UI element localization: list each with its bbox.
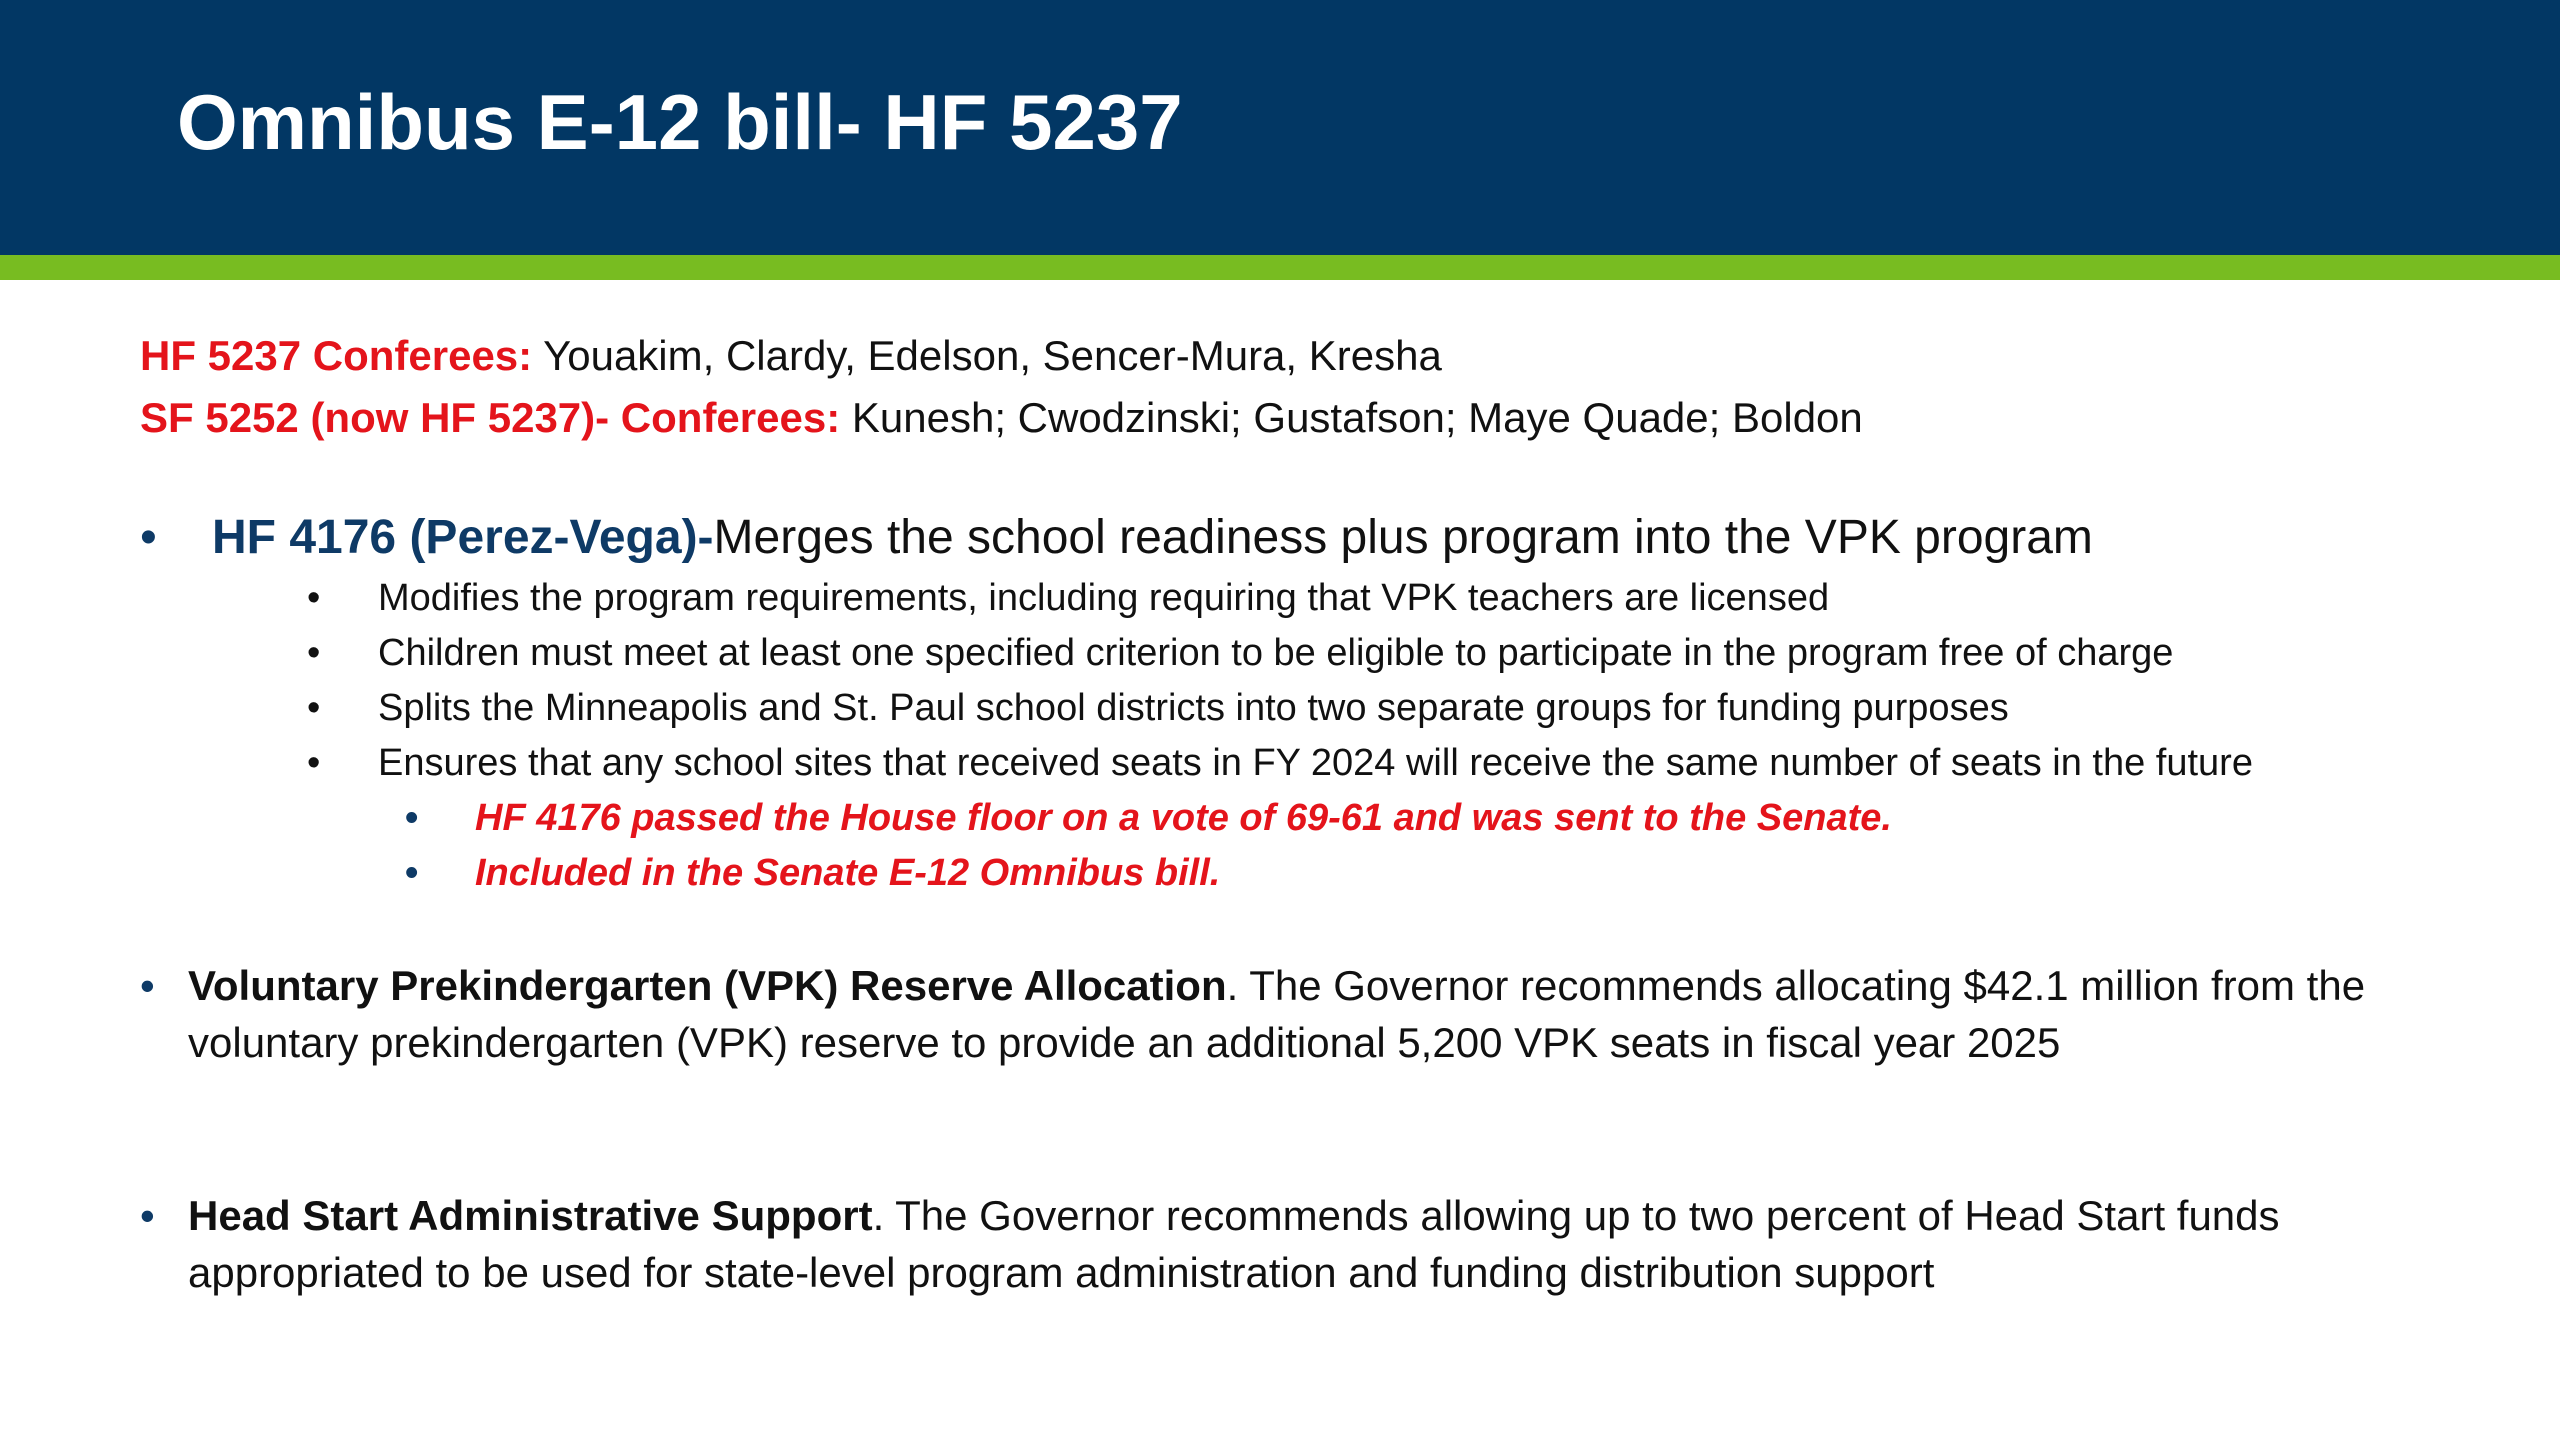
item-text: . The Governor recommends allowing up to two percent of Head Start funds appropriated to be used for state-level program administration and funding distribution support (188, 1192, 2280, 1296)
bill-status: HF 4176 passed the House floor on a vote of 69-61 and was sent to the Senate. (475, 797, 1892, 839)
bill-id: HF 4176 (Perez-Vega)- (212, 511, 714, 564)
bullet-icon: • (405, 797, 419, 839)
bill-section (140, 505, 2440, 901)
bill-point: Splits the Minneapolis and St. Paul school districts into two separate groups for funding purposes (378, 687, 2009, 729)
conferees-line-house (140, 325, 1863, 387)
bill-heading (140, 505, 2440, 571)
bill-point: Children must meet at least one specified criterion to be eligible to participate in the program free of charge (378, 632, 2174, 674)
bill-point: Modifies the program requirements, including requiring that VPK teachers are licensed (378, 577, 1830, 619)
bullet-icon: • (140, 962, 155, 1009)
bullet-icon: • (307, 577, 321, 619)
bill-status: Included in the Senate E-12 Omnibus bill. (475, 852, 1221, 894)
conferees-line-senate (140, 387, 1863, 449)
bullet-icon: • (307, 742, 321, 784)
bullet-icon: • (307, 632, 321, 674)
list-item (307, 626, 2440, 681)
accent-bar (0, 255, 2560, 280)
bullet-icon: • (405, 852, 419, 894)
conferees-label: HF 5237 Conferees: (140, 332, 533, 379)
vpk-reserve-item (140, 957, 2408, 1071)
conferees-block (140, 325, 1863, 449)
bullet-icon: • (307, 687, 321, 729)
conferees-label: SF 5252 (now HF 5237)- Conferees: (140, 394, 841, 441)
item-text: . The Governor recommends allocating $42.1 million from the voluntary prekindergarten (VPK) reserve to provide an additional 5,200 VPK seats in fiscal year 2025 (188, 962, 2366, 1066)
header-band (0, 0, 2560, 255)
bill-points-list (307, 571, 2440, 901)
bullet-icon: • (140, 1192, 155, 1239)
item-lead: Head Start Administrative Support (188, 1192, 873, 1239)
list-item (307, 681, 2440, 736)
item-lead: Voluntary Prekindergarten (VPK) Reserve Allocation (188, 962, 1227, 1009)
status-item (405, 791, 2440, 846)
slide-title: Omnibus E-12 bill- HF 5237 (177, 78, 1183, 166)
bullet-icon: • (140, 511, 157, 564)
conferees-names: Youakim, Clardy, Edelson, Sencer-Mura, Kresha (532, 332, 1442, 379)
list-item (307, 736, 2440, 791)
head-start-item (140, 1187, 2408, 1301)
conferees-names: Kunesh; Cwodzinski; Gustafson; Maye Quade; Boldon (840, 394, 1863, 441)
bill-point: Ensures that any school sites that received seats in FY 2024 will receive the same number of seats in the future (378, 742, 2253, 784)
status-item (405, 846, 2440, 901)
list-item (307, 571, 2440, 626)
bill-summary: Merges the school readiness plus program into the VPK program (713, 511, 2093, 564)
